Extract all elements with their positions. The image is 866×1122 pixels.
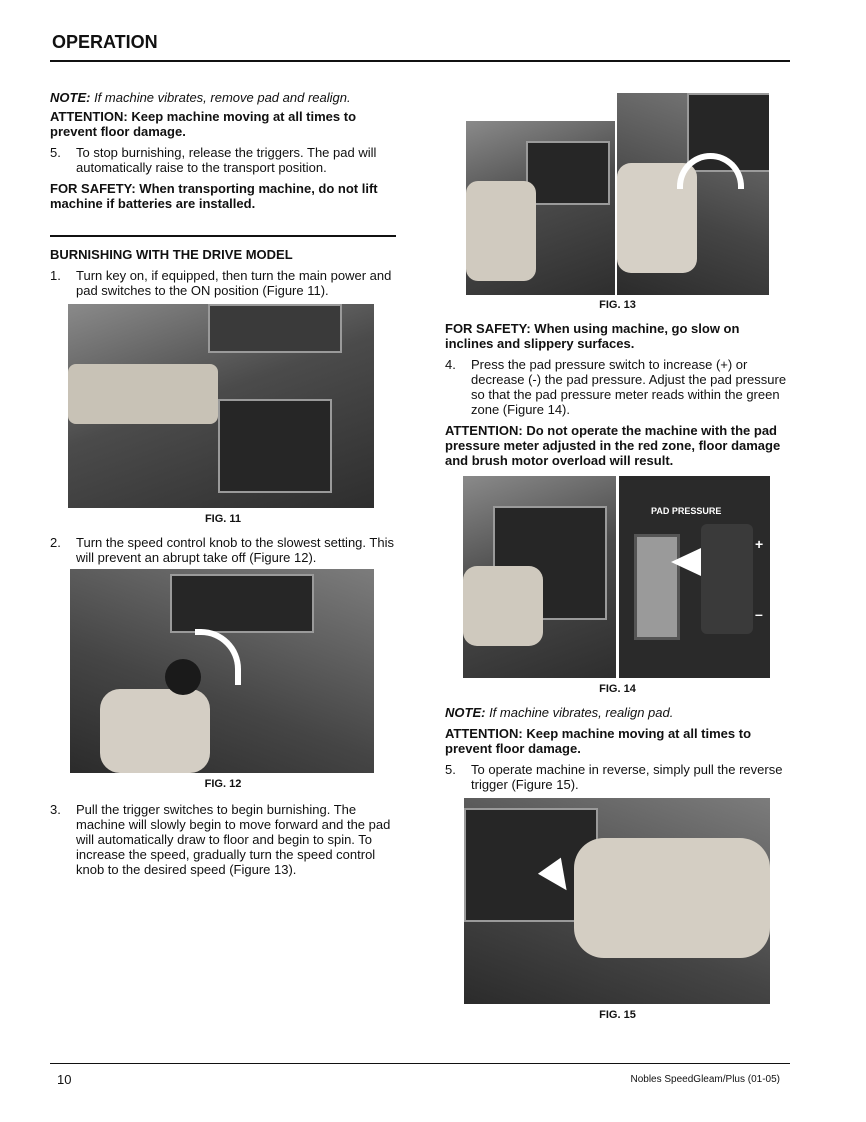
attention-2: ATTENTION: Do not operate the machine with the pad pressure meter adjusted in the red zone, floor damage and brush motor overload will result. [445,423,781,468]
minus-label: – [755,606,763,622]
page-title: OPERATION [52,32,158,52]
step-5-left [50,145,396,175]
step-number: 1. [50,268,61,283]
step-text: Press the pad pressure switch to increase (+) or decrease (-) the pad pressure. Adjust the pad pressure so that the pad pressure meter reads within the green zone (Figure 14). [471,357,787,417]
figure-14-photo-left [463,476,616,678]
footer-rule [50,1063,790,1064]
left-column [50,90,396,877]
upper-panel [208,304,342,353]
step-number: 3. [50,802,61,817]
hand-shape [100,689,210,773]
section-rule [50,235,396,237]
hand-shape [463,566,543,646]
step-number: 2. [50,535,61,550]
pad-pressure-switch [701,524,753,634]
note-2 [445,705,790,720]
arrow-pointer-icon [671,548,701,576]
step-number: 5. [50,145,61,160]
figure-15-photo [464,798,770,1004]
figure-13 [445,90,790,295]
note-label: NOTE: [50,90,91,105]
section-title: BURNISHING WITH THE DRIVE MODEL [50,247,293,262]
hand-shape [574,838,770,958]
pad-pressure-label: PAD PRESSURE [651,506,722,516]
step-text: Turn key on, if equipped, then turn the main power and pad switches to the ON position (Figure 11). [76,268,392,298]
control-panel [218,399,332,493]
page-number: 10 [57,1072,72,1087]
step-text: To stop burnishing, release the triggers. The pad will automatically raise to the transport position. [76,145,377,175]
attention-3: ATTENTION: Keep machine moving at all times to prevent floor damage. [445,726,752,756]
step-text: Pull the trigger switches to begin burnishing. The machine will slowly begin to move forward and the pad will automatically draw to floor and begin to spin. To increase the speed, gradually turn the speed control knob to the desired speed (Figure 13). [76,802,391,877]
figure-13-photo-left [466,121,615,295]
step-text: To operate machine in reverse, simply pull the reverse trigger (Figure 15). [471,762,783,792]
figure-13-caption: FIG. 13 [599,299,636,311]
note-1 [50,90,396,105]
figure-12-photo [70,569,374,773]
figure-11-caption: FIG. 11 [204,513,242,525]
document-title: Nobles SpeedGleam/Plus (01-05) [630,1074,780,1085]
attention-1: ATTENTION: Keep machine moving at all times to prevent floor damage. [50,109,357,139]
hand-shape [68,364,218,424]
note-label: NOTE: [445,705,486,720]
safety-1: FOR SAFETY: When transporting machine, do not lift machine if batteries are installed. [50,181,378,211]
curved-arrow-icon [195,629,241,685]
note-text: If machine vibrates, remove pad and realign. [90,90,351,105]
step-3 [50,802,396,877]
figure-14 [445,476,790,678]
figure-12-caption: FIG. 12 [204,778,242,790]
figure-15-caption: FIG. 15 [599,1009,636,1021]
step-number: 4. [445,357,456,372]
figure-14-photo-right [619,476,770,678]
step-text: Turn the speed control knob to the slowest setting. This will prevent an abrupt take off (Figure 12). [76,535,394,565]
note-text: If machine vibrates, realign pad. [485,705,674,720]
step-5-right [445,762,790,792]
figure-11-photo [68,304,374,508]
step-4 [445,357,790,417]
step-number: 5. [445,762,456,777]
right-column [445,90,790,1023]
figure-14-caption: FIG. 14 [599,683,636,695]
control-panel [170,574,314,633]
step-2 [50,535,396,565]
safety-2: FOR SAFETY: When using machine, go slow on inclines and slippery surfaces. [445,321,740,351]
hand-shape [466,181,536,281]
plus-label: + [755,536,764,552]
step-1 [50,268,396,298]
figure-13-photo-right [617,93,769,295]
header-rule [50,60,790,62]
control-panel [526,141,610,205]
